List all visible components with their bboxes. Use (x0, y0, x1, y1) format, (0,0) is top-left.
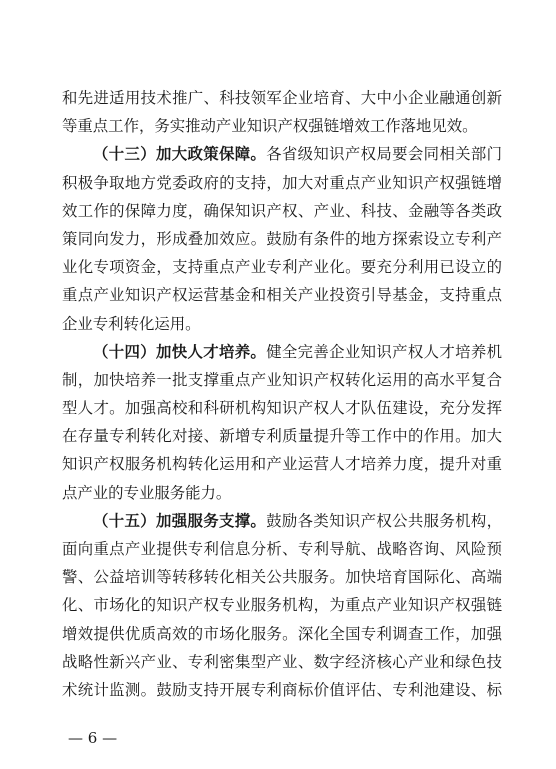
text-line (62, 648, 502, 676)
body-text: 重点产业知识产权运营基金和相关产业投资引导基金，支持重点 (62, 286, 502, 305)
body-text: 积极争取地方党委政府的支持，加大对重点产业知识产权强链增 (62, 173, 502, 192)
body-text: 效工作的保障力度，确保知识产权、产业、科技、金融等各类政 (62, 201, 502, 220)
document-body (62, 84, 502, 704)
text-line (62, 84, 502, 112)
body-text: 警、公益培训等转移转化相关公共服务。加快培育国际化、高端 (62, 568, 502, 587)
text-line (62, 197, 502, 225)
body-text: 和先进适用技术推广、科技领军企业培育、大中小企业融通创新 (62, 89, 502, 107)
section-heading: （十五）加强服务支撑。 (93, 511, 267, 530)
text-line (62, 620, 502, 648)
body-text: 知识产权服务机构转化运用和产业运营人才培养力度，提升对重 (62, 455, 502, 474)
text-line (62, 310, 502, 338)
body-text: 制，加快培养一批支撑重点产业知识产权转化运用的高水平复合 (62, 370, 502, 389)
section-heading: （十三）加大政策保障。 (93, 145, 267, 164)
body-text: 型人才。加强高校和科研机构知识产权人才队伍建设，充分发挥 (62, 399, 502, 418)
text-line (62, 112, 502, 140)
body-text: 业化专项资金，支持重点产业专利产业化。要充分利用已设立的 (62, 258, 502, 277)
text-line (62, 563, 502, 591)
text-line (62, 507, 502, 535)
body-text: 等重点工作，务实推动产业知识产权强链增效工作落地见效。 (62, 117, 478, 136)
body-text: 面向重点产业提供专利信息分析、专利导航、战略咨询、风险预 (62, 540, 502, 558)
body-text: 战略性新兴产业、专利密集型产业、数字经济核心产业和绿色技 (62, 652, 502, 671)
body-text: 鼓励各类知识产权公共服务机构， (266, 511, 502, 530)
body-text: 各省级知识产权局要会同相关部门 (266, 145, 502, 164)
text-line (62, 535, 502, 563)
page-number: — 6 — (68, 729, 118, 747)
text-line (62, 366, 502, 394)
text-line (62, 394, 502, 422)
text-line (62, 281, 502, 309)
section-heading: （十四）加快人才培养。 (93, 342, 267, 361)
body-text: 策同向发力，形成叠加效应。鼓励有条件的地方探索设立专利产 (62, 229, 502, 248)
text-line (62, 676, 502, 704)
text-line (62, 253, 502, 281)
body-text: 术统计监测。鼓励支持开展专利商标价值评估、专利池建设、标 (62, 680, 502, 699)
body-text: 健全完善企业知识产权人才培养机 (266, 342, 502, 361)
text-line (62, 450, 502, 478)
text-line (62, 422, 502, 450)
body-text: 企业专利转化运用。 (62, 314, 201, 333)
text-line (62, 591, 502, 619)
text-line (62, 140, 502, 168)
text-line (62, 225, 502, 253)
body-text: 化、市场化的知识产权专业服务机构，为重点产业知识产权强链 (62, 596, 502, 615)
text-line (62, 479, 502, 507)
body-text: 在存量专利转化对接、新增专利质量提升等工作中的作用。加大 (62, 427, 502, 446)
body-text: 增效提供优质高效的市场化服务。深化全国专利调查工作，加强 (62, 624, 502, 643)
text-line (62, 169, 502, 197)
text-line (62, 338, 502, 366)
body-text: 点产业的专业服务能力。 (62, 483, 232, 502)
